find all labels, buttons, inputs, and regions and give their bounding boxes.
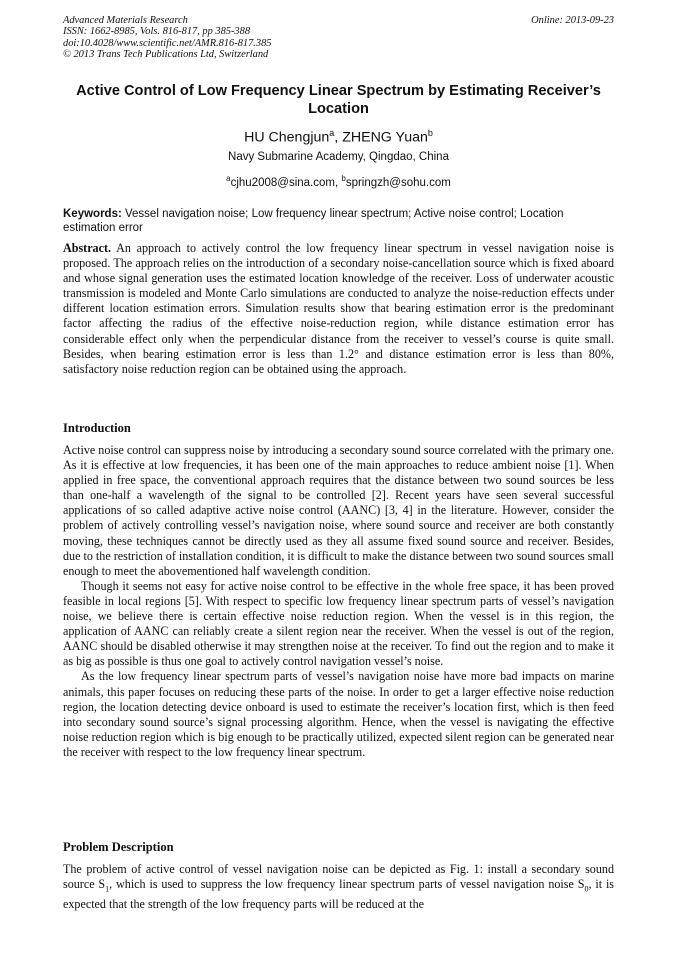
issn-line: ISSN: 1662-8985, Vols. 816-817, pp 385-388 <box>63 26 251 38</box>
email-address: cjhu2008@sina.com, <box>230 176 342 189</box>
problem-text: , which is used to suppress the low frequency linear spectrum parts of vessel navigation noise S <box>109 877 585 892</box>
keywords-label: Keywords: <box>63 208 122 220</box>
copyright-line: © 2013 Trans Tech Publications Ltd, Switzerland <box>63 49 269 61</box>
author-superscript: b <box>427 128 433 138</box>
problem-body <box>63 862 614 912</box>
abstract-label: Abstract. <box>63 241 112 255</box>
problem-text: The problem of active control of vessel navigation noise can be depicted as Fig. 1: install a secondary sound source S <box>63 862 614 892</box>
section-heading-problem: Problem Description <box>63 840 174 854</box>
journal-name: Advanced Materials Research <box>63 15 188 26</box>
author-separator: , <box>334 129 343 146</box>
abstract-text: An approach to actively control the low frequency linear spectrum in vessel navigation noise is proposed. The approach relies on the introduction of a secondary noise-cancellation source which is fixed aboard and whose signal generation uses the estimated location knowledge of the receiver. Loss of underwater acoustic transmission is modeled and Monte Carlo simulations are conducted to analyze the noise-reduction effects under different location estimation errors. Simulation results show that bearing estimation error is the predominant factor affecting the radius of the effective noise-reduction region, while distance estimation error has considerable effect only when the perpendicular distance from the receiver to vessel’s course is quite small. Besides, when bearing estimation error is less than 1.2° and distance estimation error is less than 80%, satisfactory noise reduction region can be obtained using the approach. <box>63 241 614 376</box>
subscript: 0 <box>584 884 589 894</box>
problem-text: , it is expected that the strength of the low frequency parts will be reduced at the <box>63 877 615 911</box>
online-date: Online: 2013-09-23 <box>531 15 614 26</box>
author-line <box>63 124 614 147</box>
paper-title: Active Control of Low Frequency Linear Spectrum by Estimating Receiver’s Location <box>76 83 601 117</box>
email-superscript: b <box>341 174 346 183</box>
email-address: springzh@sohu.com <box>345 176 451 189</box>
journal-header <box>63 15 614 61</box>
keywords-text: Vessel navigation noise; Low frequency linear spectrum; Active noise control; Location estimation error <box>63 208 564 235</box>
keywords <box>63 207 614 235</box>
affiliation: Navy Submarine Academy, Qingdao, China <box>228 151 449 163</box>
subscript: 1 <box>105 884 110 894</box>
author-name: ZHENG Yuan <box>342 129 428 146</box>
author-name: HU Chengjun <box>244 129 330 146</box>
section-heading-introduction: Introduction <box>63 421 131 435</box>
paragraph: Active noise control can suppress noise by introducing a secondary sound source correlated with the primary one. As it is effective at low frequencies, it has been one of the main approaches to reduce ambient noise [1]. When applied in free space, the conventional approach requires that the distance between two sound sources be less than one-half a wavelength of the signal to be controlled [2]. Recent years have seen several successful applications of so called adaptive active noise control (AANC) [3, 4] in the literature. However, consider the problem of actively controlling vessel’s navigation noise, where sound source and receiver are both constantly moving, these techniques cannot be directly used as they all assume fixed sound source and receiver. Besides, due to the restriction of installation condition, it is difficult to make the distance between two sound sources small enough to meet the abovementioned half wavelength condition. <box>63 443 614 578</box>
email-superscript: a <box>226 174 231 183</box>
introduction-body <box>63 443 614 760</box>
abstract <box>63 241 614 377</box>
author-superscript: a <box>329 128 335 138</box>
paragraph: Though it seems not easy for active noise control to be effective in the whole free space, it has been proved feasible in local regions [5]. With respect to specific low frequency linear spectrum parts of vessel’s navigation noise, we believe there is certain effective noise reduction region. When the vessel is in this region, the application of AANC can reliably create a silent region near the receiver. When the vessel is out of the region, AANC should be disabled otherwise it may strengthen noise at the receiver. To find out the region and to make it as big as possible is thus one goal to actively control navigation vessel’s noise. <box>63 578 614 669</box>
paragraph: As the low frequency linear spectrum parts of vessel’s navigation noise have more bad impacts on marine animals, this paper focuses on reducing these parts of the noise. In order to get a larger effective noise reduction region, the location detecting device onboard is used to estimate the receiver’s location first, which is then feed into secondary sound source’s signal processing algorithm. Hence, when the vessel is navigating the effective noise reduction region which is big enough to be practically utilized, expected silent region can be generated near the receiver with respect to the low frequency linear spectrum. <box>63 669 614 759</box>
doi-line: doi:10.4028/www.scientific.net/AMR.816-817.385 <box>63 37 272 49</box>
email-line <box>63 172 614 190</box>
